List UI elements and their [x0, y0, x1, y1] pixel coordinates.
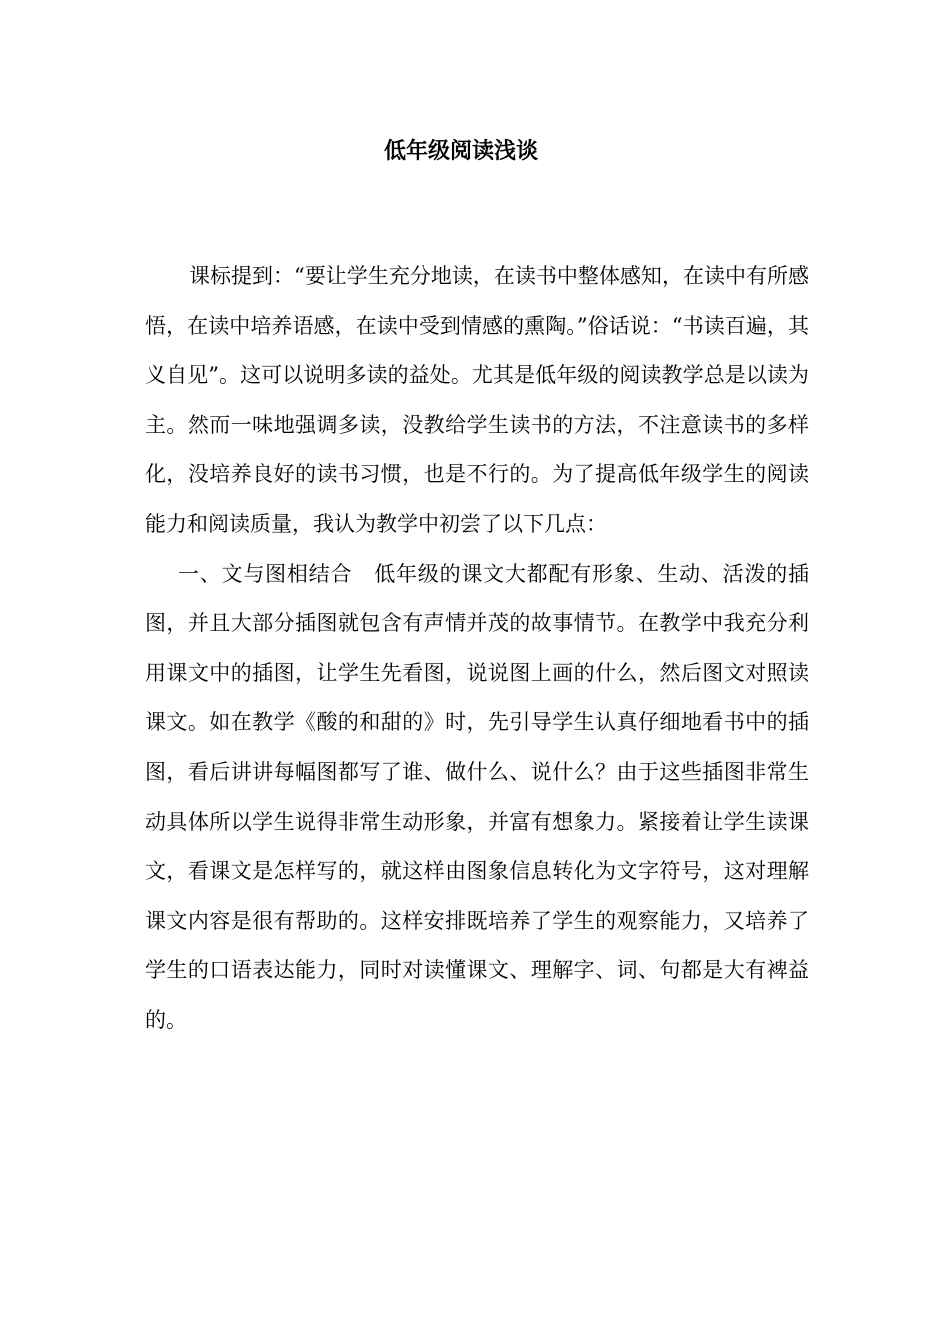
document-title: 低年级阅读浅谈 [383, 139, 538, 164]
section-1-heading: 一、文与图相结合 [178, 561, 353, 586]
document-body [145, 252, 809, 1046]
intro-paragraph: 课标提到：“要让学生充分地读，在读书中整体感知，在读中有所感悟，在读中培养语感，在读中受到情感的熏陶。”俗话说：“书读百遍，其义自见”。这可以说明多读的益处。尤其是低年级的阅读教学总是以读为主。然而一味地强调多读，没教给学生读书的方法，不注意读书的多样化，没培养良好的读书习惯，也是不行的。为了提高低年级学生的阅读能力和阅读质量，我认为教学中初尝了以下几点： [145, 264, 809, 536]
section-1-paragraph [145, 550, 809, 1046]
section-1-body: 低年级的课文大都配有形象、生动、活泼的插图，并且大部分插图就包含有声情并茂的故事情节。在教学中我充分利用课文中的插图，让学生先看图，说说图上画的什么，然后图文对照读课文。如在教学《酸的和甜的》时，先引导学生认真仔细地看书中的插图，看后讲讲每幅图都写了谁、做什么、说什么？由于这些插图非常生动具体所以学生说得非常生动形象，并富有想象力。紧接着让学生读课文，看课文是怎样写的，就这样由图象信息转化为文字符号，这对理解课文内容是很有帮助的。这样安排既培养了学生的观察能力，又培养了学生的口语表达能力，同时对读懂课文、理解字、词、句都是大有裨益的。 [145, 561, 810, 1032]
